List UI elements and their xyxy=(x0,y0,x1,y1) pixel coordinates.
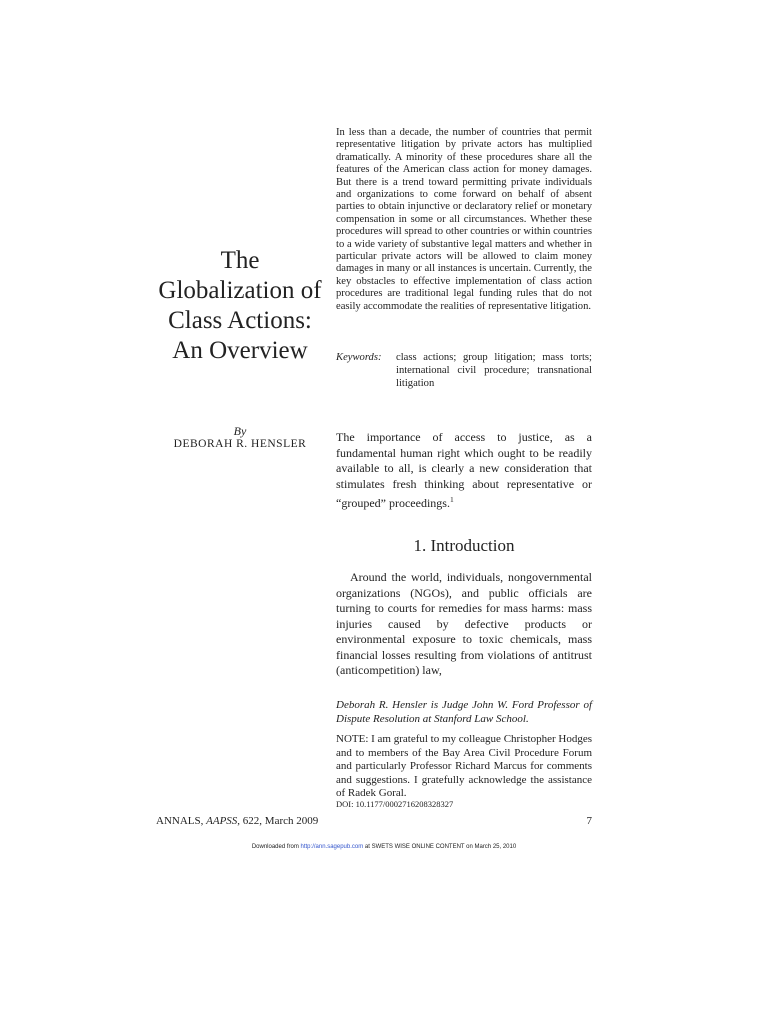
title-line-2: Globalization of xyxy=(158,277,322,304)
journal-prefix: ANNALS, xyxy=(156,815,207,827)
keywords-label: Keywords: xyxy=(336,352,382,363)
title-line-1: The xyxy=(220,247,260,274)
intro-paragraph: Around the world, individuals, nongovernmental organizations (NGOs), and public officials are turning to courts for remedies for mass harms: mass injuries caused by defective products or environmental exposure to toxic chemicals, mass financial losses resulting from violations of antitrust (anticompetition) law, xyxy=(336,570,592,677)
download-suffix: at SWETS WISE ONLINE CONTENT on March 25, 2010 xyxy=(363,844,517,850)
keywords-block xyxy=(336,352,592,390)
lede-paragraph xyxy=(336,430,592,512)
article-title xyxy=(150,246,330,366)
lede-text: The importance of access to justice, as a fundamental human right which ought to be readily available to all, is clearly a new consideration that stimulates fresh thinking about representative or “grouped” proceedings. xyxy=(336,430,592,510)
journal-abbrev: AAPSS xyxy=(206,815,238,827)
author-affiliation: Deborah R. Hensler is Judge John W. Ford Professor of Dispute Resolution at Stanford Law School. xyxy=(336,699,592,725)
journal-citation xyxy=(156,815,376,827)
byline-by: By xyxy=(233,424,247,438)
doi: DOI: 10.1177/0002716208328327 xyxy=(336,799,454,809)
journal-suffix: , 622, March 2009 xyxy=(237,815,319,827)
download-notice xyxy=(0,844,768,850)
download-link[interactable]: http://ann.sagepub.com xyxy=(300,844,364,850)
section-heading: 1. Introduction xyxy=(413,536,515,555)
page-number: 7 xyxy=(586,815,592,827)
title-line-3: Class Actions: xyxy=(168,307,312,334)
abstract-text: In less than a decade, the number of countries that permit representative litigation by private actors has multiplied dramatically. A minority of these procedures share all the features of the American class action for money damages. But there is a trend toward permitting private individuals and organizations to come forward on behalf of absent parties to obtain injunctive or declaratory relief or monetary compensation in some or all circumstances. Whether these procedures will spread to other countries or within countries to a wide variety of substantive legal matters and whether in particular private actors will be allowed to claim money damages in many or all instances is uncertain. Currently, the key obstacles to effective implementation of class action procedures are traditional legal funding rules that do not easily accommodate the realities of representative litigation. xyxy=(336,127,592,312)
author-name: DEBORAH R. HENSLER xyxy=(173,438,307,450)
acknowledgment-note: NOTE: I am grateful to my colleague Christopher Hodges and to members of the Bay Area Civil Procedure Forum and particularly Professor Richard Marcus for comments and suggestions. I gratefully acknowledge the assistance of Radek Goral. xyxy=(336,733,592,799)
download-prefix: Downloaded from xyxy=(251,844,301,850)
title-line-4: An Overview xyxy=(172,337,308,364)
footnote-marker[interactable]: 1 xyxy=(449,495,454,504)
keywords-text: class actions; group litigation; mass torts; international civil procedure; transnational litigation xyxy=(396,352,592,389)
